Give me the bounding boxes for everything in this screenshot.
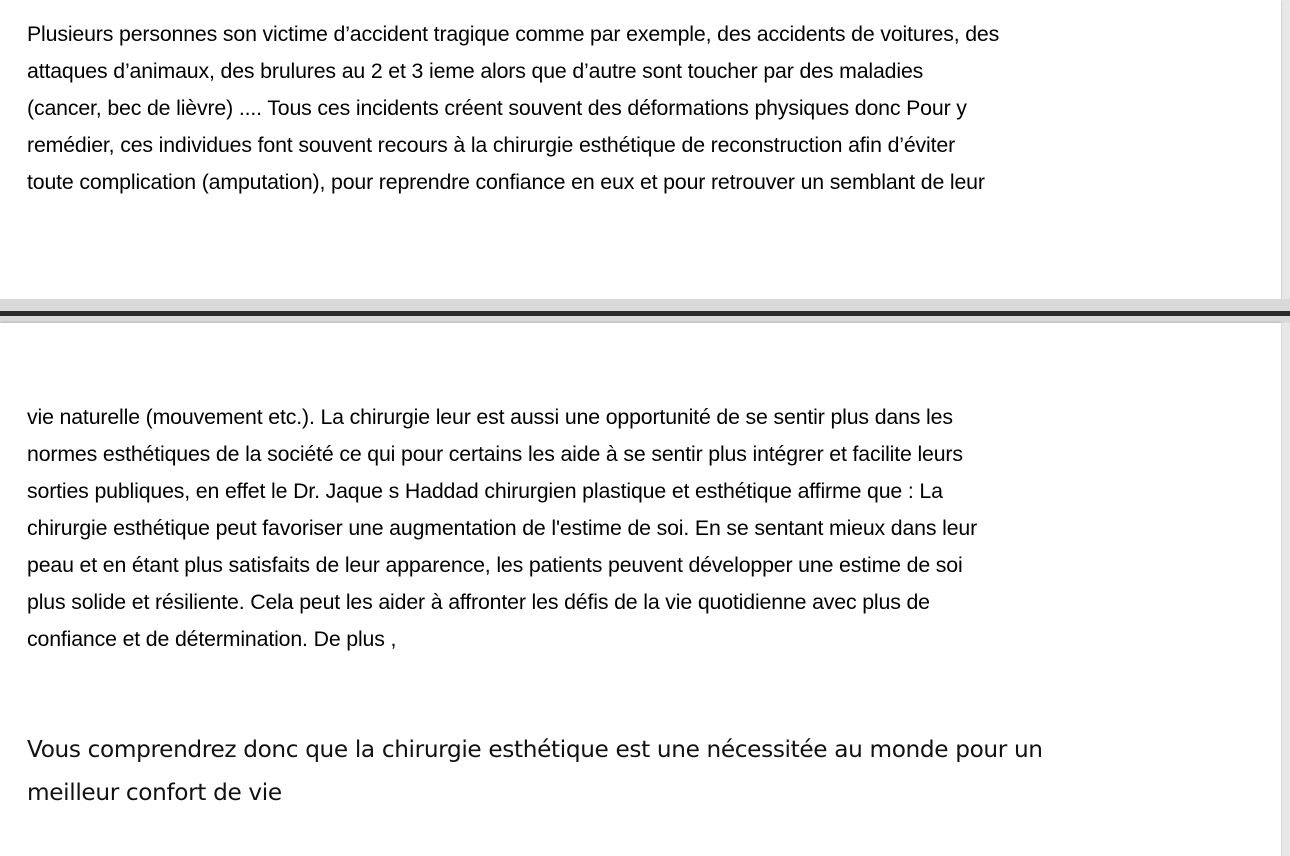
text-line: normes esthétiques de la société ce qui pour certains les aide à se sentir plus intégrer et facilite leurs: [27, 442, 963, 466]
text-line: Plusieurs personnes son victime d’accident tragique comme par exemple, des accidents de voitures, des: [27, 22, 1000, 46]
text-line: toute complication (amputation), pour reprendre confiance en eux et pour retrouver un semblant de leur: [27, 170, 985, 194]
page-separator-line: [0, 311, 1290, 316]
text-line: meilleur confort de vie: [27, 779, 282, 806]
text-line: remédier, ces individues font souvent recours à la chirurgie esthétique de reconstruction afin d’éviter: [27, 133, 956, 157]
document-page-1: [0, 0, 1281, 299]
text-line: vie naturelle (mouvement etc.). La chirurgie leur est aussi une opportunité de se sentir plus dans les: [27, 405, 953, 429]
text-line: (cancer, bec de lièvre) .... Tous ces incidents créent souvent des déformations physiques donc Pour y: [27, 96, 967, 120]
text-line: Vous comprendrez donc que la chirurgie esthétique est une nécessitée au monde pour un: [27, 736, 1043, 763]
text-line: chirurgie esthétique peut favoriser une augmentation de l'estime de soi. En se sentant mieux dans leur: [27, 516, 978, 540]
paragraph-continuation: [27, 399, 977, 658]
text-line: confiance et de détermination. De plus ,: [27, 627, 397, 651]
text-line: attaques d’animaux, des brulures au 2 et 3 ieme alors que d’autre sont toucher par des maladies: [27, 59, 924, 83]
text-line: plus solide et résiliente. Cela peut les aider à affronter les défis de la vie quotidienne avec plus de: [27, 590, 930, 614]
paragraph-conclusion: [27, 728, 1043, 814]
document-page-2: [0, 323, 1281, 856]
text-line: sorties publiques, en effet le Dr. Jaque s Haddad chirurgien plastique et esthétique affirme que : La: [27, 479, 943, 503]
page-break: [0, 299, 1290, 323]
text-line: peau et en étant plus satisfaits de leur apparence, les patients peuvent développer une estime de soi: [27, 553, 963, 577]
paragraph-intro: [27, 16, 999, 201]
